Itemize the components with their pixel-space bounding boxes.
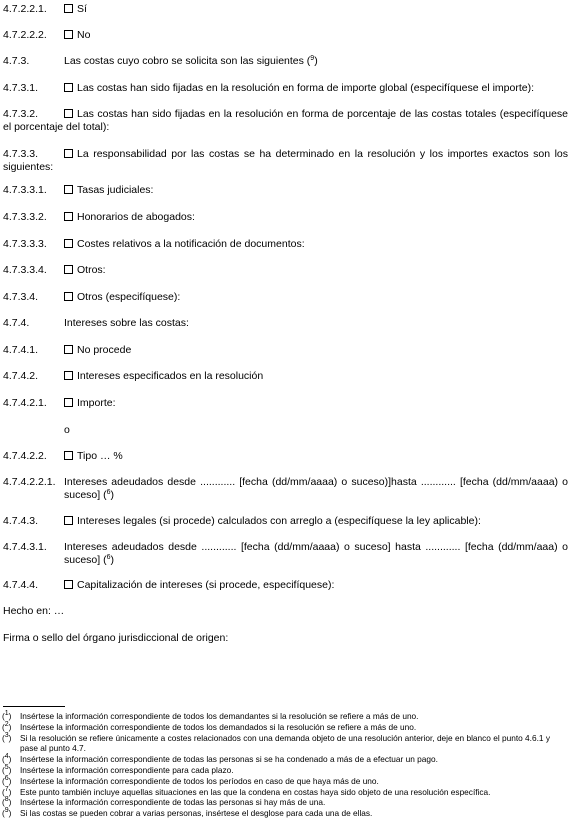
footnote-ref: 6 <box>106 554 111 561</box>
section-text: Capitalización de intereses (si procede, especifíquese): <box>77 579 335 591</box>
footnote-mark: ($^3$) <box>2 732 12 743</box>
section-text-end: ) <box>110 489 115 501</box>
section-text: Intereses sobre las costas: <box>64 317 189 329</box>
checkbox[interactable] <box>64 185 73 194</box>
footnote-text: Insértese la información correspondiente para cada plazo. <box>20 765 234 775</box>
checkbox[interactable] <box>64 265 73 274</box>
footnote-mark: ($^6$) <box>2 775 12 786</box>
section-text: No procede <box>77 344 132 356</box>
section-number: 4.7.4.3.1. <box>3 541 47 553</box>
footnote-ref: 6 <box>106 489 111 496</box>
footnote-ref: 9 <box>310 55 315 62</box>
hecho-en-line: Hecho en: … <box>3 605 65 617</box>
footnote-mark: ($^9$) <box>2 807 12 818</box>
section-number: 4.7.3.3. <box>3 148 39 160</box>
checkbox[interactable] <box>64 83 73 92</box>
section-text: Intereses adeudados desde ............ [fecha (dd/mm/aaaa) o suceso] hasta ............ [fecha (dd/mm/aaa) o suceso] ( <box>64 541 568 566</box>
footnote-mark: ($^2$) <box>2 721 12 732</box>
section-text: Intereses adeudados desde ............ [fecha (dd/mm/aaaa) o suceso)]hasta ............ [fecha (dd/mm/aaaa) o suceso] ( <box>64 476 568 501</box>
section-number: 4.7.4.2.2. <box>3 450 47 462</box>
footnote-mark: ($^5$) <box>2 764 12 775</box>
section-number: 4.7.2.2.2. <box>3 29 47 41</box>
footnote-text: Si la resolución se refiere únicamente a costes relacionados con una demanda objeto de una resolución anterior, deje en blanco el punto 4.6.1 y pase al punto 4.7. <box>20 733 550 754</box>
footnote-text: Insértese la información correspondiente de todas las personas si hay más de una. <box>20 797 326 807</box>
footnote-mark: ($^4$) <box>2 753 12 764</box>
section-text: Importe: <box>77 397 116 409</box>
checkbox[interactable] <box>64 239 73 248</box>
checkbox[interactable] <box>64 345 73 354</box>
footnote-text: Insértese la información correspondiente de todos los períodos en caso de que haya más de uno. <box>20 776 379 786</box>
footnote-text: Insértese la información correspondiente de todos los demandantes si la resolución se refiere a más de uno. <box>20 711 419 721</box>
section-number: 4.7.4. <box>3 317 30 329</box>
section-number: 4.7.3.4. <box>3 291 39 303</box>
signature-line: Firma o sello del órgano jurisdiccional de origen: <box>3 632 229 644</box>
checkbox[interactable] <box>64 109 73 118</box>
checkbox[interactable] <box>64 451 73 460</box>
checkbox[interactable] <box>64 212 73 221</box>
checkbox[interactable] <box>64 4 73 13</box>
section-text: Costes relativos a la notificación de documentos: <box>77 238 305 250</box>
footnote-text: Este punto también incluye aquellas situaciones en las que la condena en costas haya sido objeto de una resolución específica. <box>20 787 491 797</box>
section-text: Las costas han sido fijadas en la resolución en forma de importe global (especifíquese el importe): <box>77 82 535 94</box>
section-text: La responsabilidad por las costas se ha determinado en la resolución y los importes exactos son los siguientes: <box>3 148 568 173</box>
section-text: Otros: <box>77 264 106 276</box>
section-number: 4.7.3.1. <box>3 82 39 94</box>
footnote-text: Insértese la información correspondiente de todos los demandados si la resolución se refiere a más de uno. <box>20 722 417 732</box>
checkbox[interactable] <box>64 292 73 301</box>
section-number: 4.7.4.2.1. <box>3 397 47 409</box>
section-number: 4.7.4.1. <box>3 344 39 356</box>
footnote-text: Si las costas se pueden cobrar a varias personas, insértese el desglose para cada una de ellas. <box>20 808 373 818</box>
section-number: 4.7.4.4. <box>3 579 39 591</box>
footnote-mark: ($^7$) <box>2 786 12 797</box>
section-text: No <box>77 29 91 41</box>
section-text: Sí <box>77 3 87 15</box>
section-number: 4.7.3.3.4. <box>3 264 47 276</box>
section-text-end: ) <box>110 554 115 566</box>
footnote-separator <box>3 706 65 707</box>
section-number: 4.7.3.2. <box>3 108 39 120</box>
section-text: Intereses legales (si procede) calculados con arreglo a (especifíquese la ley aplicable): <box>77 515 481 527</box>
section-number: 4.7.3. <box>3 55 30 67</box>
checkbox[interactable] <box>64 398 73 407</box>
checkbox[interactable] <box>64 149 73 158</box>
footnote-mark: ($^8$) <box>2 796 12 807</box>
section-text: Intereses especificados en la resolución <box>77 370 264 382</box>
section-number: 4.7.4.2.2.1. <box>3 476 56 488</box>
checkbox[interactable] <box>64 516 73 525</box>
section-text: Las costas han sido fijadas en la resolución en forma de porcentaje de las costas totales (especifíquese el porcentaje del total): <box>3 108 568 133</box>
section-text-end: ) <box>314 55 318 67</box>
section-text: Honorarios de abogados: <box>77 211 195 223</box>
section-text: Otros (especifíquese): <box>77 291 181 303</box>
footnote-text: Insértese la información correspondiente de todas las personas si se ha condenado a más de a efectuar un pago. <box>20 754 438 764</box>
section-text: o <box>64 424 70 436</box>
section-number: 4.7.4.3. <box>3 515 39 527</box>
checkbox[interactable] <box>64 30 73 39</box>
section-number: 4.7.3.3.3. <box>3 238 47 250</box>
checkbox[interactable] <box>64 371 73 380</box>
section-number: 4.7.2.2.1. <box>3 3 47 15</box>
section-text: Tasas judiciales: <box>77 184 154 196</box>
section-number: 4.7.3.3.2. <box>3 211 47 223</box>
section-number: 4.7.3.3.1. <box>3 184 47 196</box>
section-number: 4.7.4.2. <box>3 370 39 382</box>
footnote-mark: ($^1$) <box>2 710 12 721</box>
checkbox[interactable] <box>64 580 73 589</box>
section-text: Tipo … % <box>77 450 123 462</box>
section-text: Las costas cuyo cobro se solicita son las siguientes ( <box>64 55 311 67</box>
